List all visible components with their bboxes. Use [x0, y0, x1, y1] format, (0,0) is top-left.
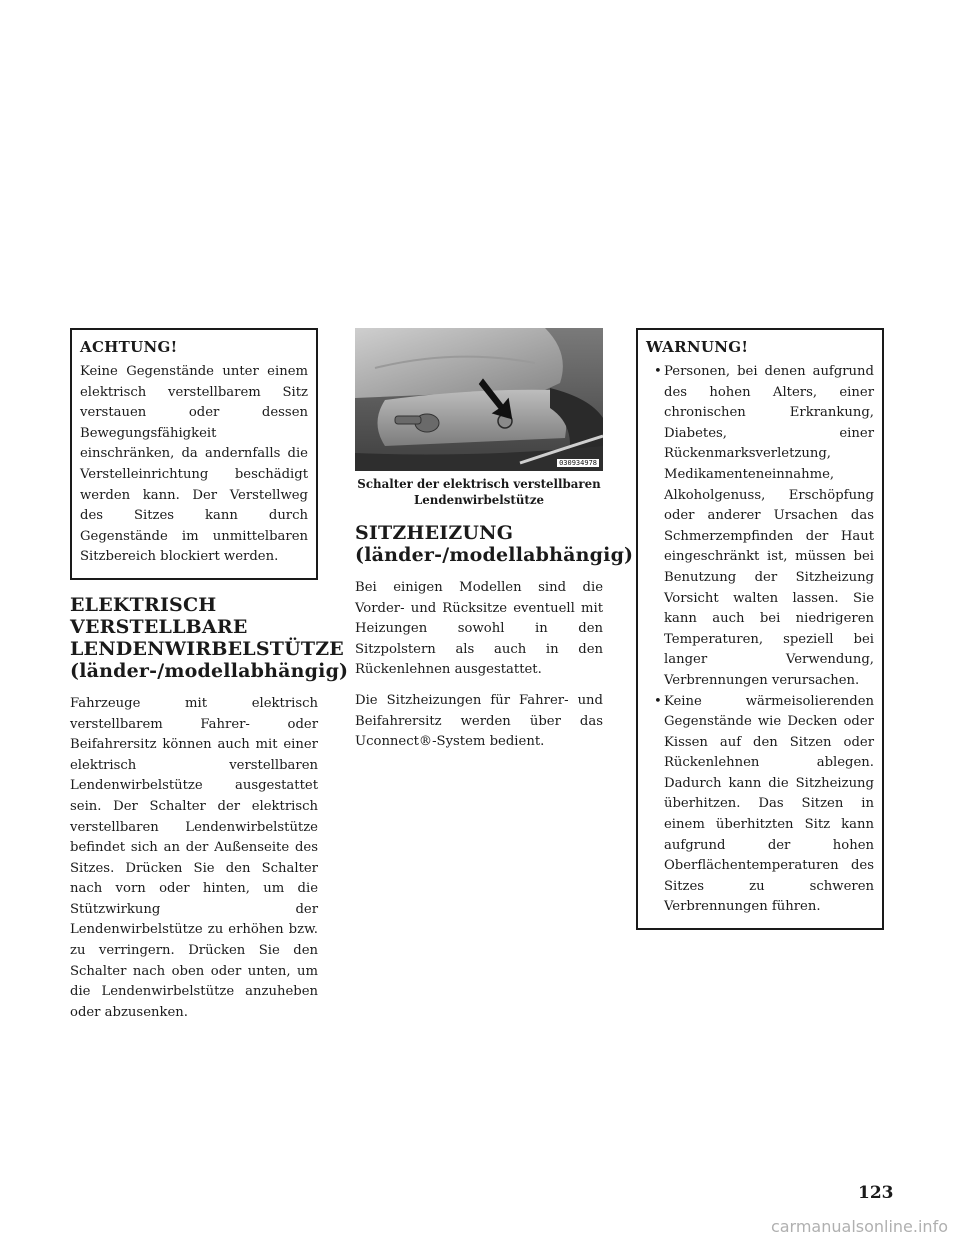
seat-heating-paragraph-1: Bei einigen Modellen sind die Vorder- und Rücksitze eventuell mit Heizungen sowohl in den Sitzpolstern als auch in den Rückenlehnen ausgestattet. [355, 580, 603, 678]
page-number: 123 [858, 1183, 894, 1203]
caution-text: Keine Gegenstände unter einem elektrisch verstellbarem Sitz verstauen oder dessen Bewegungsfähigkeit einschränken, da andernfalls die Verstelleinrichtung beschädigt werden kann. Der Verstellweg des Sitzes kann durch Gegenstände im unmittelbaren Sitzbereich blockiert werden. [80, 364, 308, 565]
warning-item-text: Keine wärmeisolierenden Gegenstände wie Decken oder Kissen auf den Sitzen oder Rückenlehnen ablegen. Dadurch kann die Sitzheizung überhitzen. Das Sitzen in einem überhitzten Sitz kann aufgrund der hohen Oberflächentemperaturen des Sitzes zu schweren Verbrennungen führen. [664, 693, 874, 915]
warning-box [636, 328, 884, 930]
caution-title: ACHTUNG! [80, 338, 178, 356]
bullet-icon: • [654, 364, 662, 379]
lumbar-support-paragraph: Fahrzeuge mit elektrisch verstellbarem Fahrer- oder Beifahrersitz können auch mit einer elektrisch verstellbaren Lendenwirbelstütze ausgestattet sein. Der Schalter der elektrisch verstellbaren Lendenwirbelstütze befindet sich an der Außenseite des Sitzes. Drücken Sie den Schalter nach vorn oder hinten, um die Stützwirkung der Lendenwirbelstütze zu erhöhen bzw. zu verringern. Drücken Sie den Schalter nach oben oder unten, um die Lendenwirbelstütze anzuheben oder abzusenken. [70, 695, 318, 1020]
seat-side-illustration [355, 328, 603, 471]
warning-list [646, 362, 874, 918]
bullet-icon: • [654, 693, 662, 709]
seat-heating-paragraph-2: Die Sitzheizungen für Fahrer- und Beifahrersitz werden über das Uconnect®-System bedient. [355, 692, 603, 750]
figure-caption: Schalter der elektrisch verstellbaren Lendenwirbelstütze [357, 477, 601, 507]
warning-item [646, 692, 874, 919]
middle-column [355, 328, 634, 763]
watermark: carmanualsonline.info [770, 1217, 948, 1236]
seat-heating-heading: SITZHEIZUNG (länder-/modellabhängig) [355, 522, 634, 566]
caution-box [70, 328, 318, 580]
left-column [70, 328, 349, 1033]
right-column [636, 328, 884, 930]
lumbar-switch-figure [355, 328, 603, 471]
warning-item [646, 362, 874, 692]
warning-title: WARNUNG! [646, 338, 749, 356]
figure-code: 030934978 [559, 459, 597, 467]
lumbar-support-heading: ELEKTRISCH VERSTELLBARE LENDENWIRBELSTÜTZE (länder-/modellabhängig) [70, 593, 349, 682]
warning-item-text: Personen, bei denen aufgrund des hohen Alters, einer chronischen Erkrankung, Diabetes, einer Rückenmarksverletzung, Medikamenteneinnahme, Alkoholgenuss, Erschöpfung oder anderer Ursachen das Schmerzempfinden der Haut eingeschränkt ist, müssen bei Benutzung der Sitzheizung Vorsicht walten lassen. Sie kann auch bei niedrigeren Temperaturen, speziell bei langer Verwendung, Verbrennungen verursachen. [664, 364, 874, 688]
